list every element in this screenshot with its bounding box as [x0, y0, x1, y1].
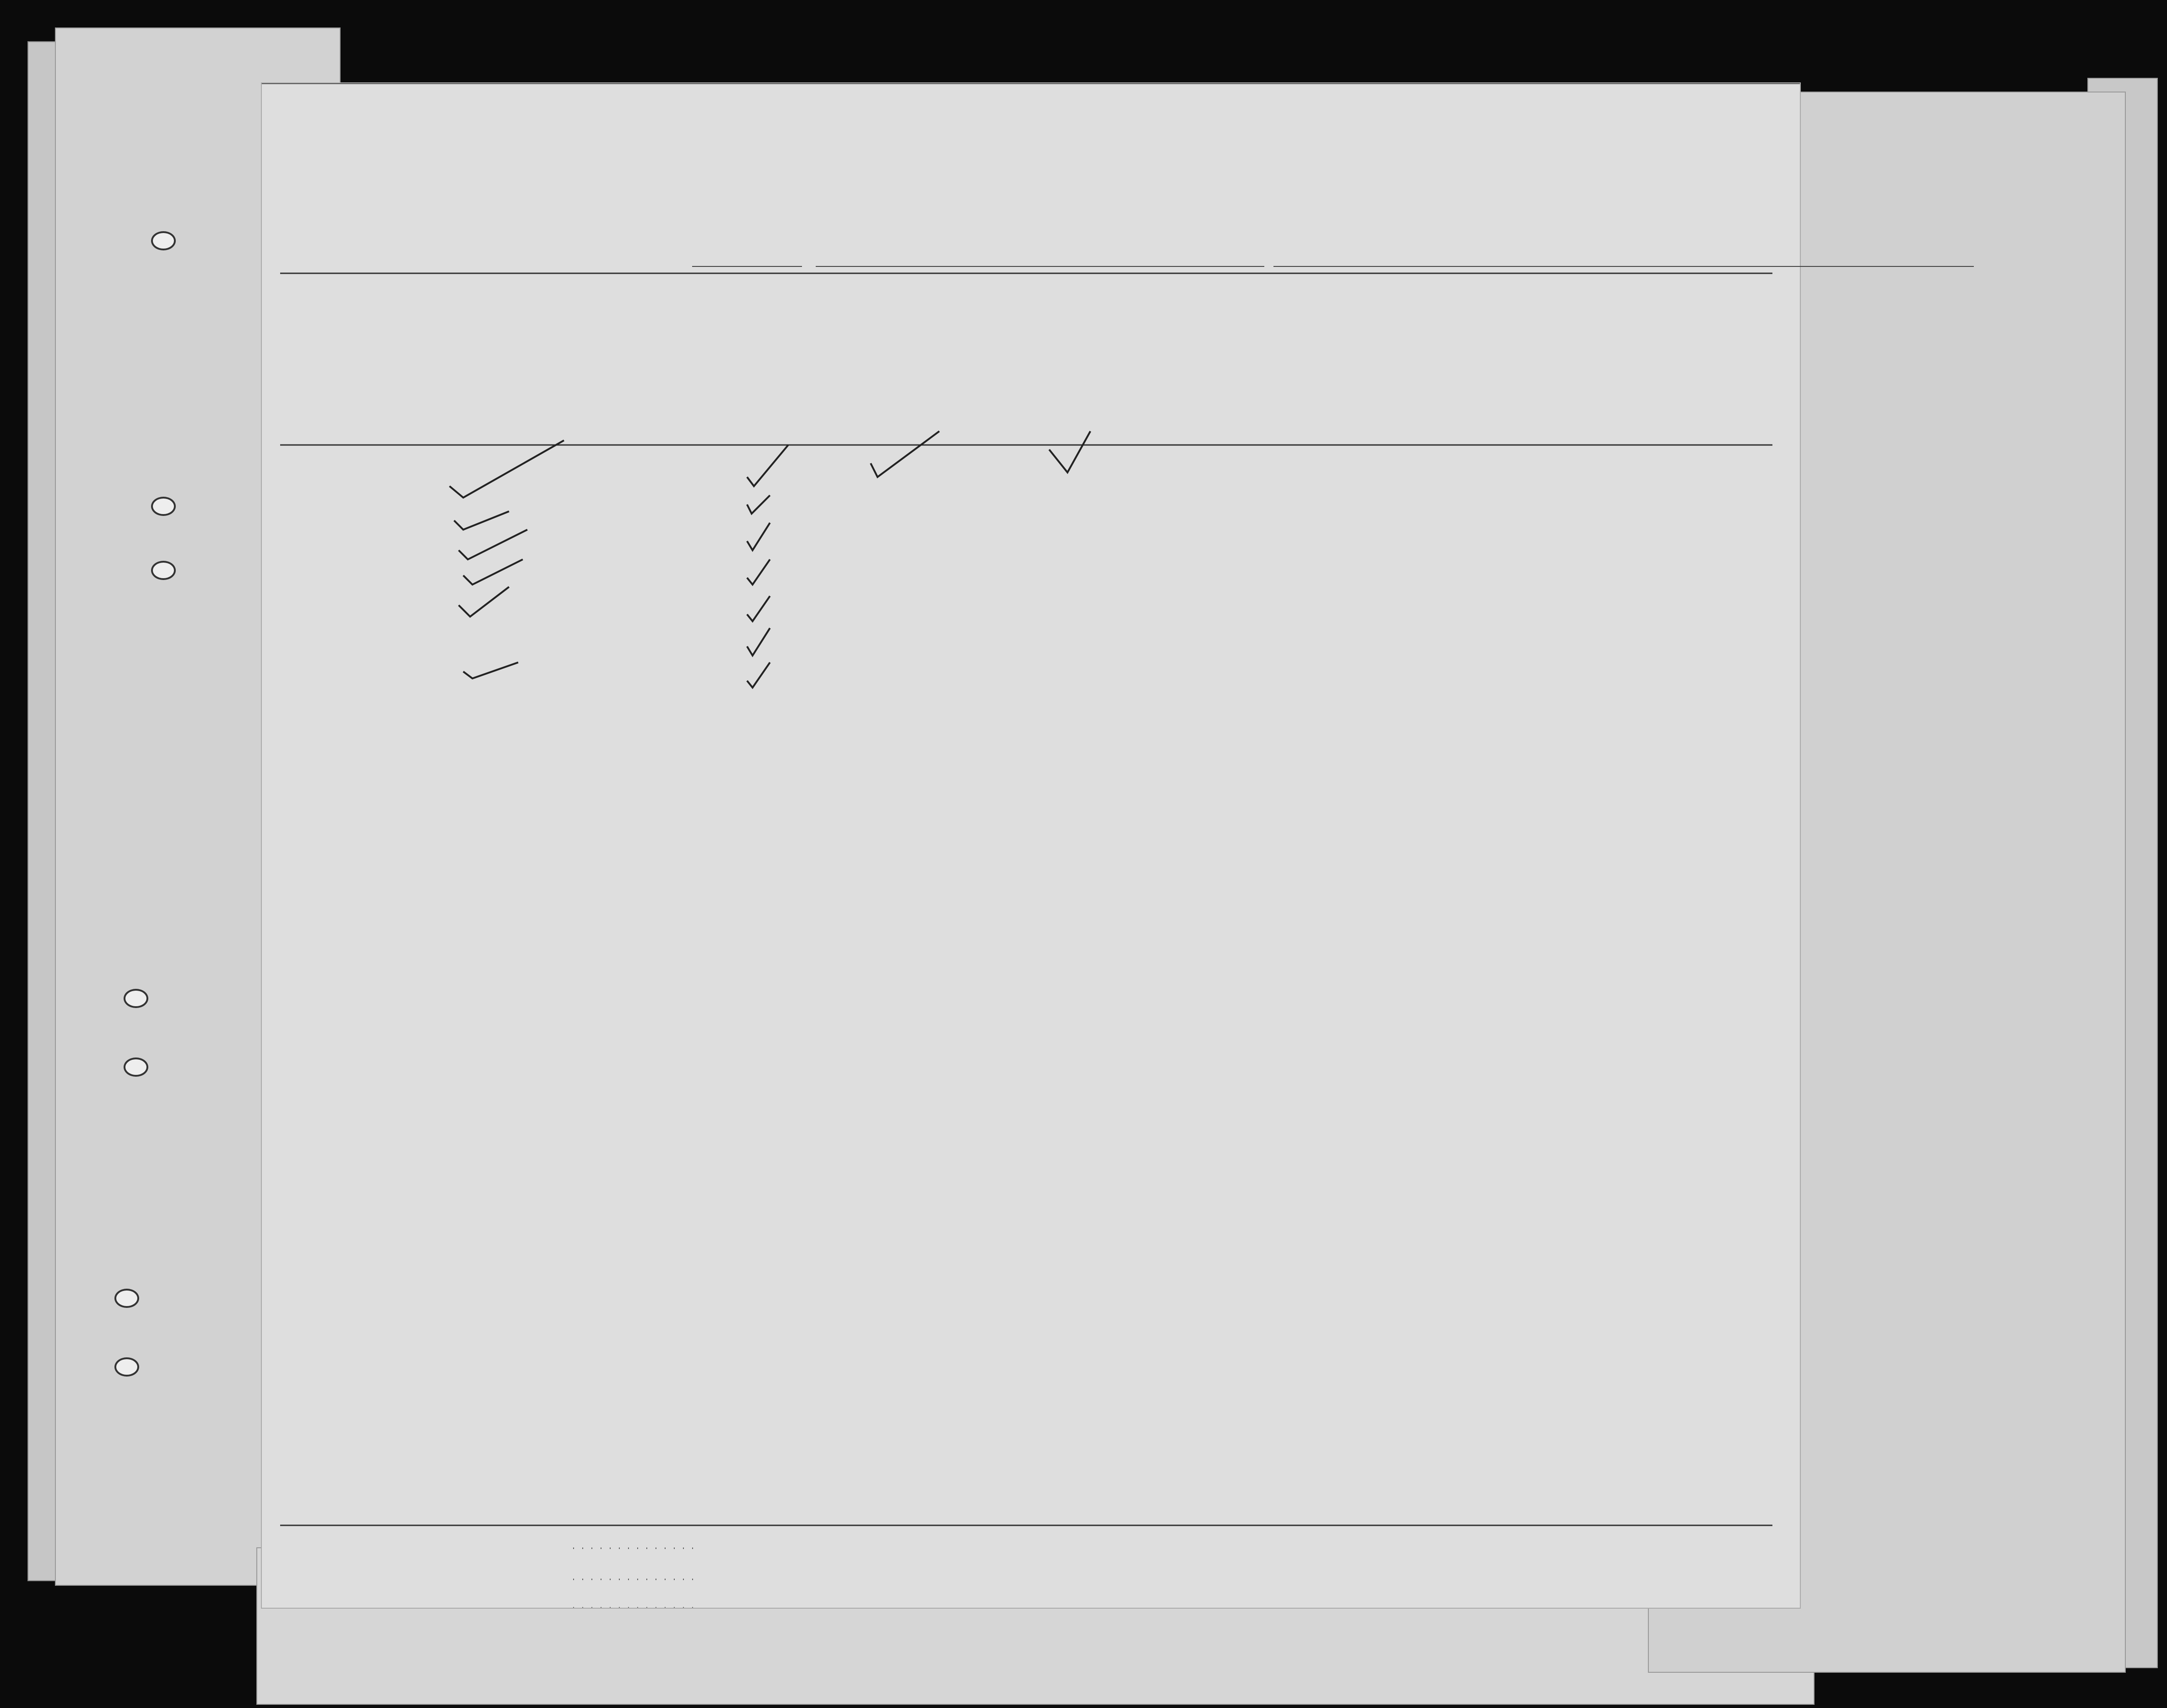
binder-hole — [124, 989, 148, 1008]
binder-hole — [124, 1057, 148, 1077]
binder-hole — [151, 497, 176, 516]
manifest-sheet — [261, 82, 1801, 1609]
footer-dots — [573, 1544, 710, 1608]
binder-hole — [151, 561, 176, 580]
checkmarks — [262, 83, 1800, 724]
binder-hole — [114, 1357, 139, 1377]
binder-hole — [114, 1289, 139, 1308]
binder-hole — [151, 231, 176, 250]
